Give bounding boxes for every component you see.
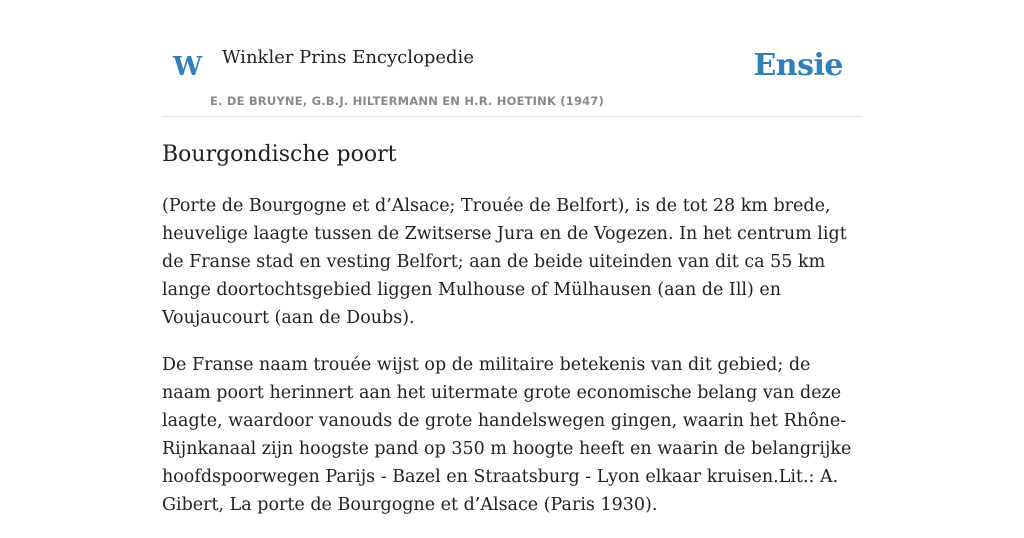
article-paragraph-2: De Franse naam trouée wijst op de militaire betekenis van dit gebied; de naam poort herinnert aan het uitermate grote economische belang van deze laagte, waardoor vanouds de grote handelswegen gingen, waarin het Rhône-Rijnkanaal zijn hoogste pand op 350 m hoogte heeft en waarin de belangrijke hoofdspoorwegen Parijs - Bazel en Straatsburg - Lyon elkaar kruisen.Lit.: A. Gibert, La porte de Bourgogne et d’Alsace (Paris 1930). xyxy=(162,355,852,515)
article-paragraph-1: (Porte de Bourgogne et d’Alsace; Trouée de Belfort), is de tot 28 km brede, heuvelige laagte tussen de Zwitserse Jura en de Vogezen. In het centrum ligt de Franse stad en vesting Belfort; aan de beide uiteinden van dit ca 55 km lange doortochtsgebied liggen Mulhouse of Mülhausen (aan de Ill) en Voujaucourt (aan de Doubs). xyxy=(162,196,847,328)
ensie-logo-link[interactable]: Ensie xyxy=(753,48,843,83)
header xyxy=(162,0,862,117)
winkler-prins-logo-icon[interactable]: W xyxy=(173,52,203,82)
encyclopedia-title-link[interactable]: Winkler Prins Encyclopedie xyxy=(222,47,474,68)
authors-line: E. DE BRUYNE, G.B.J. HILTERMANN EN H.R. HOETINK (1947) xyxy=(210,94,605,108)
article-body xyxy=(162,192,862,538)
article-title: Bourgondische poort xyxy=(162,142,397,167)
page-container xyxy=(162,0,862,515)
